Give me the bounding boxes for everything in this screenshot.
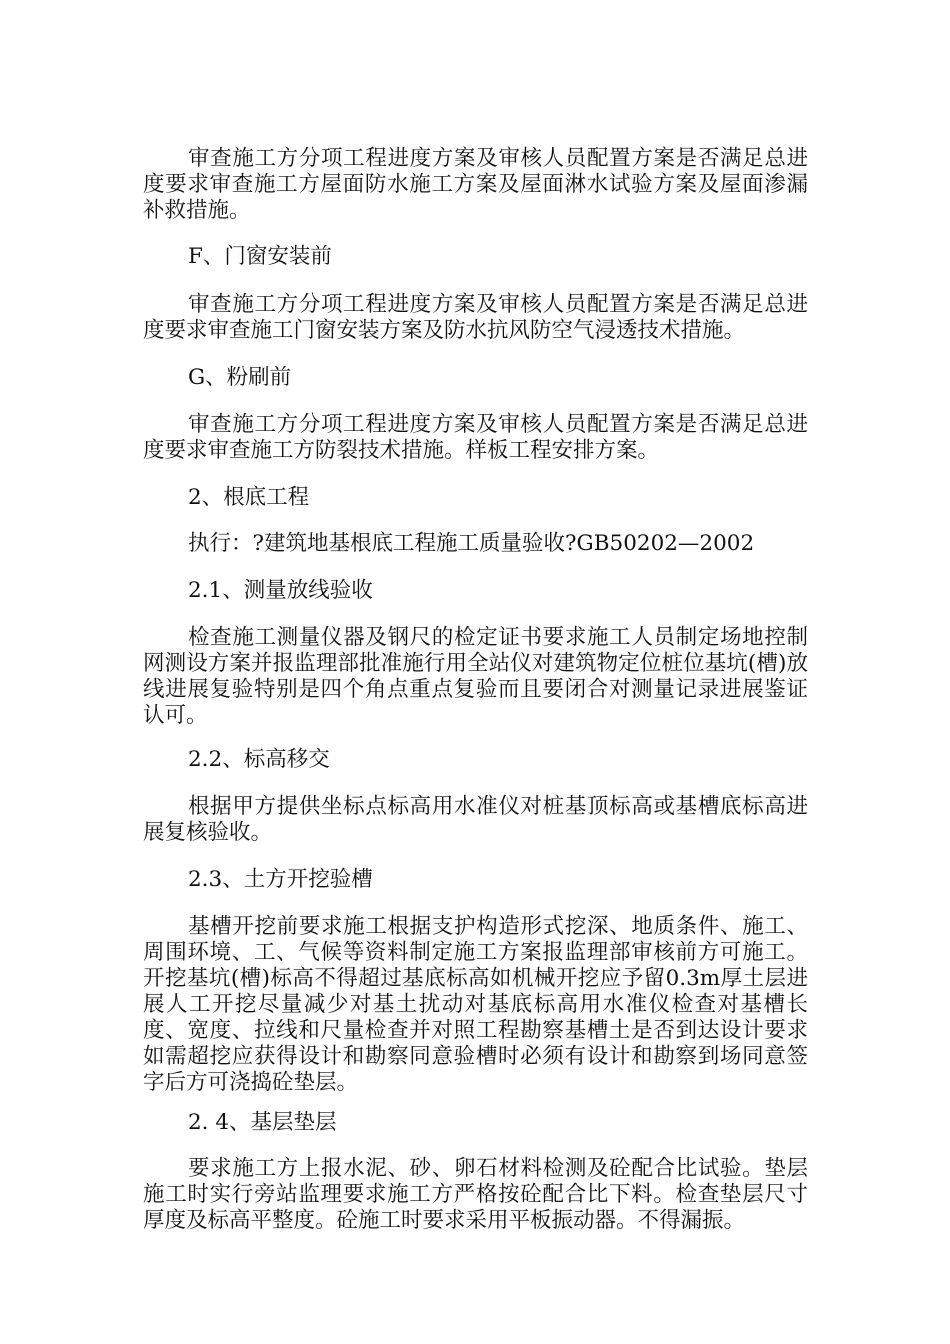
paragraph: 审查施工方分项工程进度方案及审核人员配置方案是否满足总进度要求审查施工方屋面防水施工方案及屋面淋水试验方案及屋面渗漏补救措施。 — [143, 146, 808, 223]
section-heading: 2.3、土方开挖验槽 — [188, 867, 373, 892]
paragraph: 要求施工方上报水泥、砂、卵石材料检测及砼配合比试验。垫层施工时实行旁站监理要求施工方严格按砼配合比下料。检查垫层尺寸厚度及标高平整度。砼施工时要求采用平板振动器。不得漏振。 — [143, 1156, 808, 1233]
section-heading: 2.1、测量放线验收 — [188, 578, 373, 603]
paragraph: 审查施工方分项工程进度方案及审核人员配置方案是否满足总进度要求审查施工方防裂技术措施。样板工程安排方案。 — [143, 412, 808, 463]
standard-reference: 执行：?建筑地基根底工程施工质量验收?GB50202—2002 — [188, 531, 755, 556]
section-heading: F、门窗安装前 — [188, 244, 332, 269]
section-heading: 2、根底工程 — [188, 485, 310, 510]
paragraph: 审查施工方分项工程进度方案及审核人员配置方案是否满足总进度要求审查施工门窗安装方案及防水抗风防空气浸透技术措施。 — [143, 292, 808, 343]
section-heading: G、粉刷前 — [188, 365, 292, 390]
section-heading: 2.2、标高移交 — [188, 747, 330, 772]
section-heading: 2. 4、基层垫层 — [188, 1110, 337, 1135]
paragraph: 根据甲方提供坐标点标高用水准仪对桩基顶标高或基槽底标高进展复核验收。 — [143, 794, 808, 845]
paragraph: 基槽开挖前要求施工根据支护构造形式挖深、地质条件、施工、周围环境、工、气候等资料制定施工方案报监理部审核前方可施工。开挖基坑(槽)标高不得超过基底标高如机械开挖应予留0.3m厚土层进展人工开挖尽量减少对基土扰动对基底标高用水准仪检查对基槽长度、宽度、拉线和尺量检查并对照工程勘察基槽土是否到达设计要求如需超挖应获得设计和勘察同意验槽时必须有设计和勘察到场同意签字后方可浇捣砼垫层。 — [143, 914, 808, 1095]
paragraph: 检查施工测量仪器及钢尺的检定证书要求施工人员制定场地控制网测设方案并报监理部批准施行用全站仪对建筑物定位桩位基坑(槽)放线进展复验特别是四个角点重点复验而且要闭合对测量记录进展鉴证认可。 — [143, 625, 808, 728]
